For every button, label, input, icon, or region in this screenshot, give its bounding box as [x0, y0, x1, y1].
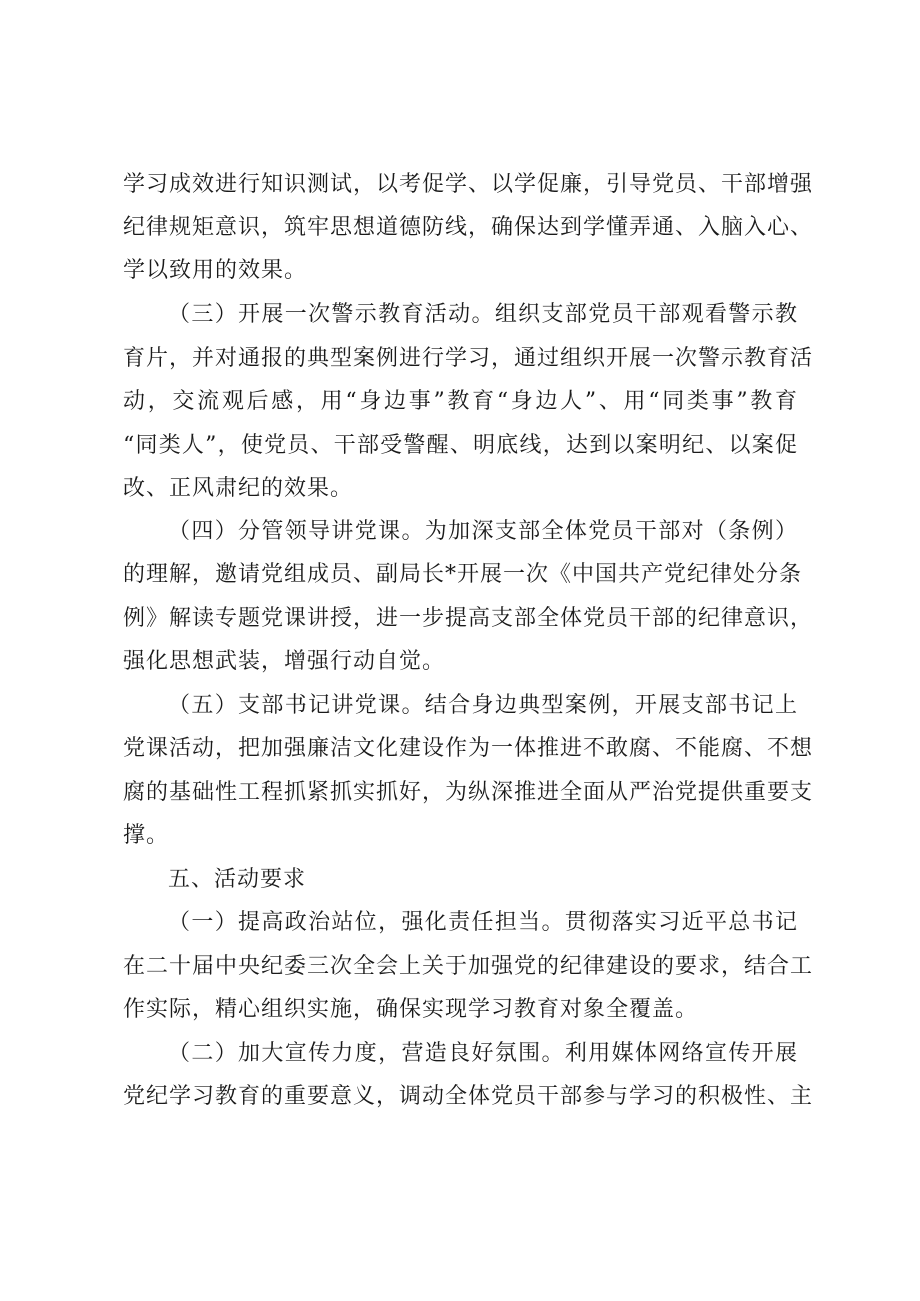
section-5-heading-line: （五）支部书记讲党课。结合身边典型案例，开展支部书记上 — [168, 693, 798, 718]
paragraph-line: 撑。 — [123, 823, 170, 848]
paragraph-line: 纪律规矩意识，筑牢思想道德防线，确保达到学懂弄通、入脑入心、 — [123, 215, 814, 240]
paragraph-line: 改、正风肃纪的效果。 — [123, 476, 354, 501]
paragraph-line: “同类人”，使党员、干部受警醒、明底线，达到以案明纪、以案促 — [123, 433, 798, 458]
paragraph-line: 在二十届中央纪委三次全会上关于加强党的纪律建设的要求，结合工 — [123, 954, 814, 979]
paragraph-line: 育片，并对通报的典型案例进行学习，通过组织开展一次警示教育活 — [123, 346, 814, 371]
paragraph-line: 党课活动，把加强廉洁文化建设作为一体推进不敢腐、不能腐、不想 — [123, 736, 814, 761]
requirement-2-heading-line: （二）加大宣传力度，营造良好氛围。利用媒体网络宣传开展 — [168, 1041, 798, 1066]
paragraph-line: 动，交流观后感，用“身边事”教育“身边人”、用“同类事”教育 — [123, 389, 798, 414]
paragraph-line: 强化思想武装，增强行动自觉。 — [123, 649, 446, 674]
paragraph-line: 党纪学习教育的重要意义，调动全体党员干部参与学习的积极性、主 — [123, 1084, 814, 1109]
paragraph-line: 例》解读专题党课讲授，进一步提高支部全体党员干部的纪律意识， — [123, 606, 814, 631]
section-3-heading-line: （三）开展一次警示教育活动。组织支部党员干部观看警示教 — [168, 302, 798, 327]
paragraph-line: 腐的基础性工程抓紧抓实抓好，为纵深推进全面从严治党提供重要支 — [123, 780, 814, 805]
requirement-1-heading-line: （一）提高政治站位，强化责任担当。贯彻落实习近平总书记 — [168, 910, 798, 935]
paragraph-line: 作实际，精心组织实施，确保实现学习教育对象全覆盖。 — [123, 997, 699, 1022]
paragraph-line: 学以致用的效果。 — [123, 258, 308, 283]
chapter-5-heading: 五、活动要求 — [168, 867, 307, 892]
paragraph-line: 学习成效进行知识测试，以考促学、以学促廉，引导党员、干部增强 — [123, 172, 814, 197]
paragraph-line: 的理解，邀请党组成员、副局长*开展一次《中国共产党纪律处分条 — [123, 562, 803, 587]
section-4-heading-line: （四）分管领导讲党课。为加深支部全体党员干部对（条例） — [168, 519, 798, 544]
